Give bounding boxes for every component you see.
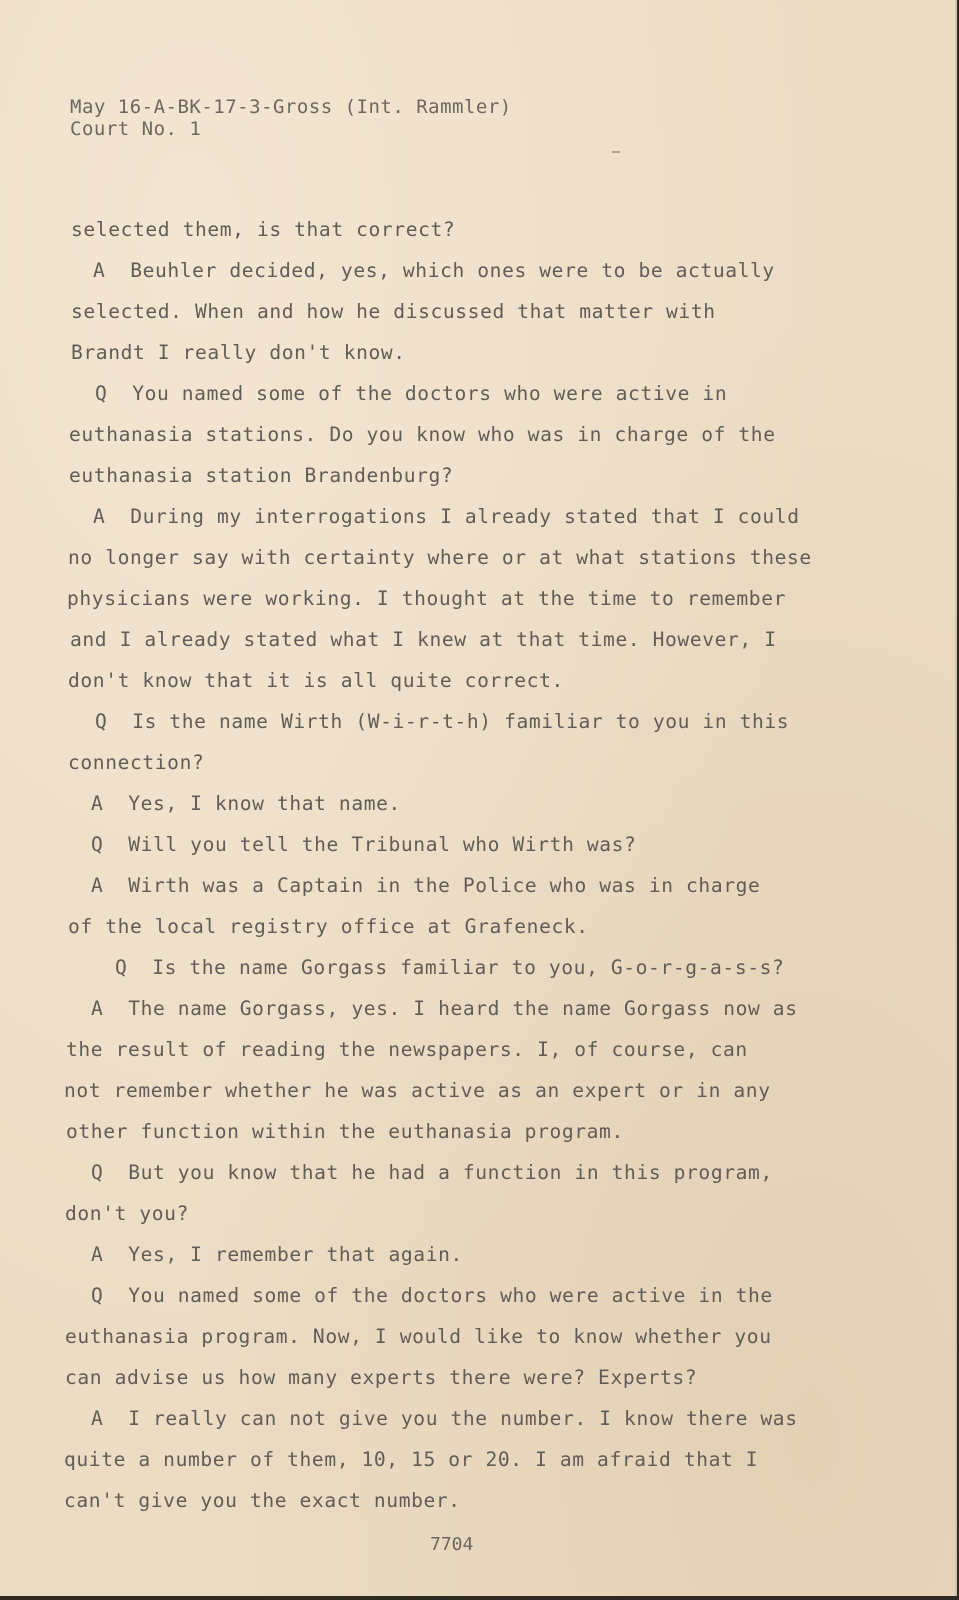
- text-line: not remember whether he was active as an expert or in any: [64, 1079, 771, 1102]
- text-line: Q You named some of the doctors who were active in: [95, 382, 728, 405]
- text-line: no longer say with certainty where or at what stations these: [68, 546, 812, 569]
- header-court-line: Court No. 1: [70, 118, 202, 140]
- text-line: selected them, is that correct?: [71, 218, 456, 241]
- text-line: euthanasia station Brandenburg?: [69, 464, 454, 487]
- page-number: 7704: [430, 1534, 474, 1555]
- text-line: A Wirth was a Captain in the Police who was in charge: [91, 874, 761, 897]
- text-line: of the local registry office at Grafeneck.: [68, 915, 589, 938]
- text-line: the result of reading the newspapers. I, of course, can: [66, 1038, 748, 1061]
- text-line: selected. When and how he discussed that matter with: [71, 300, 716, 323]
- text-line: euthanasia program. Now, I would like to know whether you: [65, 1325, 772, 1348]
- header-case-line: May 16-A-BK-17-3-Gross (Int. Rammler): [70, 96, 512, 118]
- text-line: A Yes, I know that name.: [91, 792, 401, 815]
- text-line: connection?: [68, 751, 205, 774]
- text-line: A The name Gorgass, yes. I heard the name Gorgass now as: [91, 997, 798, 1020]
- text-line: can advise us how many experts there were? Experts?: [65, 1366, 698, 1389]
- text-line: Q Is the name Wirth (W-i-r-t-h) familiar to you in this: [95, 710, 790, 733]
- stray-mark: [612, 151, 620, 153]
- text-line: can't give you the exact number.: [64, 1489, 461, 1512]
- text-line: A I really can not give you the number. I know there was: [91, 1407, 798, 1430]
- text-line: Q But you know that he had a function in this program,: [91, 1161, 773, 1184]
- text-line: Q Is the name Gorgass familiar to you, G-o-r-g-a-s-s?: [115, 956, 785, 979]
- text-line: other function within the euthanasia program.: [66, 1120, 624, 1143]
- text-line: A Beuhler decided, yes, which ones were to be actually: [93, 259, 775, 282]
- text-line: euthanasia stations. Do you know who was in charge of the: [69, 423, 776, 446]
- text-line: Q Will you tell the Tribunal who Wirth was?: [91, 833, 637, 856]
- text-line: physicians were working. I thought at the time to remember: [67, 587, 786, 610]
- text-line: quite a number of them, 10, 15 or 20. I am afraid that I: [64, 1448, 759, 1471]
- text-line: don't you?: [65, 1202, 189, 1225]
- text-line: Brandt I really don't know.: [71, 341, 406, 364]
- text-line: A Yes, I remember that again.: [91, 1243, 463, 1266]
- text-line: and I already stated what I knew at that time. However, I: [70, 628, 777, 651]
- text-line: don't know that it is all quite correct.: [68, 669, 564, 692]
- text-line: A During my interrogations I already stated that I could: [93, 505, 800, 528]
- text-line: Q You named some of the doctors who were active in the: [91, 1284, 773, 1307]
